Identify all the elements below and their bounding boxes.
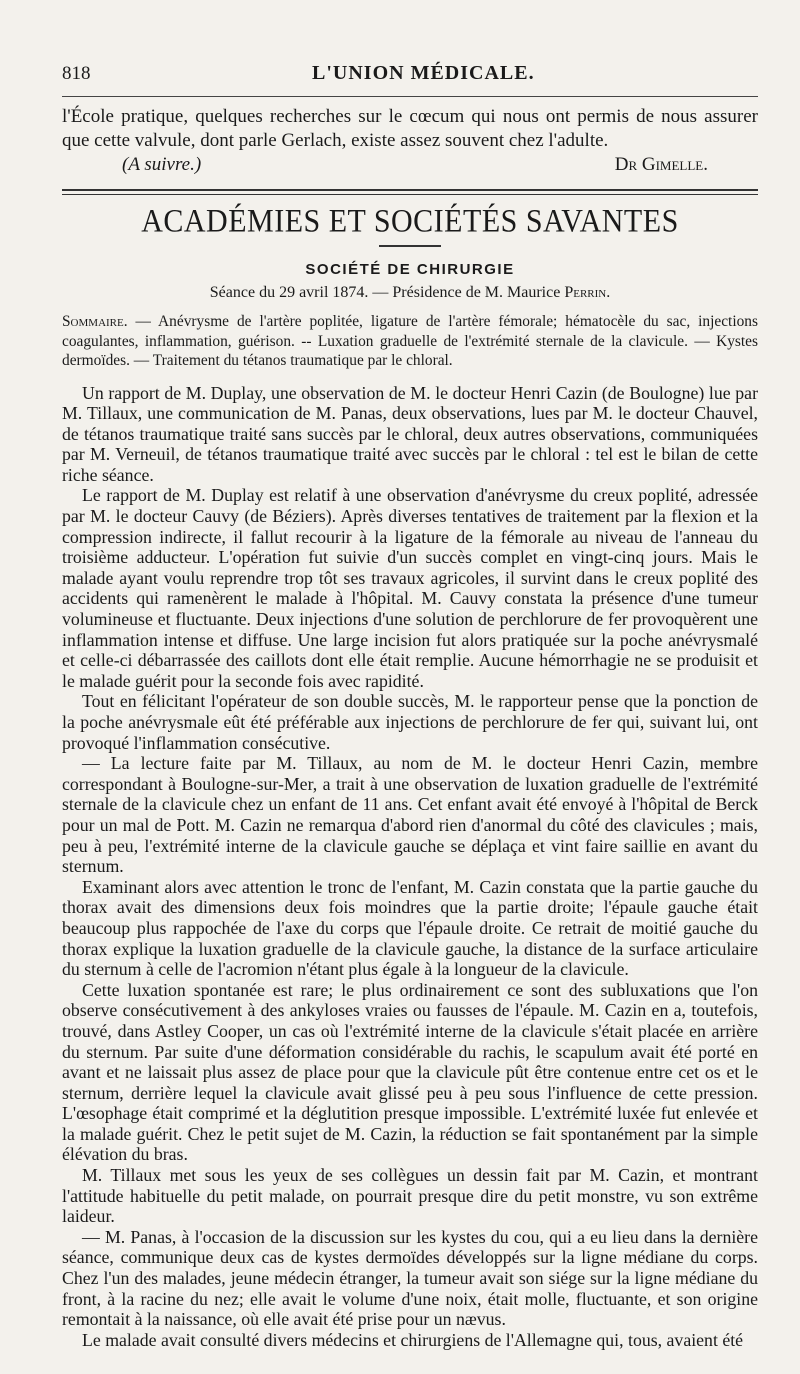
journal-title: L'UNION MÉDICALE. [312, 62, 535, 84]
society-title: SOCIÉTÉ DE CHIRURGIE [305, 261, 515, 278]
to-be-continued: (A suivre.) [122, 154, 202, 175]
intro-paragraph: l'École pratique, quelques recherches sur le cœcum qui nous ont permis de nous assurer que cette valvule, dont parle Gerlach, existe assez souvent chez l'adulte. [62, 106, 758, 151]
body-paragraph: M. Tillaux met sous les yeux de ses collègues un dessin fait par M. Cazin, et montrant l'attitude habituelle du petit malade, on pourrait presque dire du petit monstre, vu son extrême laideur. [62, 1165, 758, 1227]
body-paragraph: Un rapport de M. Duplay, une observation de M. le docteur Henri Cazin (de Boulogne) lue par M. Tillaux, une communication de M. Panas, deux observations, lues par M. le docteur Chauvel, de tétanos traumatique traité sans succès par le chloral, deux autres observations, communiquées par M. Verneuil, de tétanos traumatique traité avec succès par le chloral : tel est le bilan de cette riche séance. [62, 382, 758, 485]
header-rule [62, 96, 758, 97]
body-paragraph: Examinant alors avec attention le tronc de l'enfant, M. Cazin constata que la partie gauche du thorax avait des dimensions deux fois moindres que la partie droite; l'épaule gauche était beaucoup plus rappochée de l'axe du corps que l'épaule droite. Ce retrait de moitié gauche du thorax explique la luxation graduelle de la clavicule gauche, la distance de la surface articulaire du sternum à celle de l'acromion n'étant plus égale à la longueur de la clavicule. [62, 876, 758, 980]
body-paragraph: Le malade avait consulté divers médecins et chirurgiens de l'Allemagne qui, tous, avaient été [82, 1329, 744, 1350]
title-rule [379, 245, 441, 247]
seance-text: Séance du 29 avril 1874. — Présidence de M. Maurice [209, 284, 565, 301]
body-paragraph: — M. Panas, à l'occasion de la discussion sur les kystes du cou, qui a eu lieu dans la dernière séance, communique deux cas de kystes dermoïdes développés sur la ligne médiane du corps. Chez l'un des malades, jeune médecin étranger, la tumeur avait son siége sur la ligne médiane du front, à la racine du nez; elle avait le volume d'une noix, était molle, fluctuante, et son origine remontait à la naissance, où elle avait été prise pour un nævus. [62, 1226, 758, 1330]
page-number: 818 [62, 63, 91, 84]
body-paragraph: Tout en félicitant l'opérateur de son double succès, M. le rapporteur pense que la ponction de la poche anévrysmale eût été préférable aux injections de perchlorure de fer qui, suivant lui, ont provoqué l'inflammation consécutive. [62, 691, 758, 753]
article-body [62, 383, 758, 1351]
running-head [62, 62, 758, 92]
author-signature: Dr Gimelle. [614, 154, 708, 175]
section-divider [62, 189, 758, 195]
seance-president: Perrin. [564, 284, 611, 301]
body-paragraph: — La lecture faite par M. Tillaux, au nom de M. le docteur Henri Cazin, membre correspondant à Boulogne-sur-Mer, a trait à une observation de luxation graduelle de l'extrémité sternale de la clavicule chez un enfant de 11 ans. Cet enfant avait été envoyé à l'hôpital de Berck pour un mal de Pott. M. Cazin ne remarqua d'abord rien d'anormal du côté des clavicules ; mais, peu à peu, l'extrémité interne de la clavicule gauche se déplaça et vint faire saillie en avant du sternum. [62, 753, 758, 877]
body-paragraph: Le rapport de M. Duplay est relatif à une observation d'anévrysme du creux poplité, adressée par M. le docteur Cauvy (de Béziers). Après diverses tentatives de traitement par la flexion et la compression indirecte, il fallut recourir à la ligature de la fémorale au niveau de l'anneau du troisième adducteur. L'opération fut suivie d'un succès complet en vingt-cinq jours. Mais le malade ayant voulu reprendre trop tôt ses travaux agricoles, il survint dans le creux poplité des accidents qui ramenèrent le malade à l'hôpital. M. Cauvy constata la présence d'une tumeur volumineuse et fluctuante. Deux injections d'une solution de perchlorure de fer provoquèrent une inflammation intense et diffuse. Une large incision fut alors pratiquée sur la poche anévrysmalé et celle-ci débarrassée des caillots dont elle était remplie. Aucune hémorrhagie ne se produisit et le malade guérit pour la seconde fois avec rapidité. [62, 485, 758, 691]
sommaire-text: — Anévrysme de l'artère poplitée, ligature de l'artère fémorale; hématocèle du sac, injections coagulantes, inflammation, guérison. -- Luxation graduelle de l'extrémité sternale de la clavicule. — Kystes dermoïdes. — Traitement du tétanos traumatique par le chloral. [62, 313, 758, 369]
seance-line [62, 284, 758, 302]
signoff [62, 153, 758, 177]
section-title: ACADÉMIES ET SOCIÉTÉS SAVANTES [141, 203, 679, 240]
body-paragraph: Cette luxation spontanée est rare; le plus ordinairement ce sont des subluxations que l'on observe consécutivement à des ankyloses vraies ou fausses de l'épaule. M. Cazin en a, toutefois, trouvé, dans Astley Cooper, un cas où l'extrémité interne de la clavicule s'était placée en arrière du sternum. Par suite d'une déformation considérable du rachis, le scapulum avait été porté en avant et ne laissait plus assez de place pour que la clavicule pût être contenue entre cet os et le sternum, derrière lequel la clavicule avait glissé peu à peu sous l'influence de cette pression. L'œsophage était comprimé et la déglutition presque impossible. L'extrémité luxée fut enlevée et la malade guérit. Chez le petit sujet de M. Cazin, la réduction se fait spontanément par la simple élévation du bras. [62, 979, 758, 1165]
sommaire-label: Sommaire. [62, 313, 128, 330]
sommaire [62, 312, 758, 371]
